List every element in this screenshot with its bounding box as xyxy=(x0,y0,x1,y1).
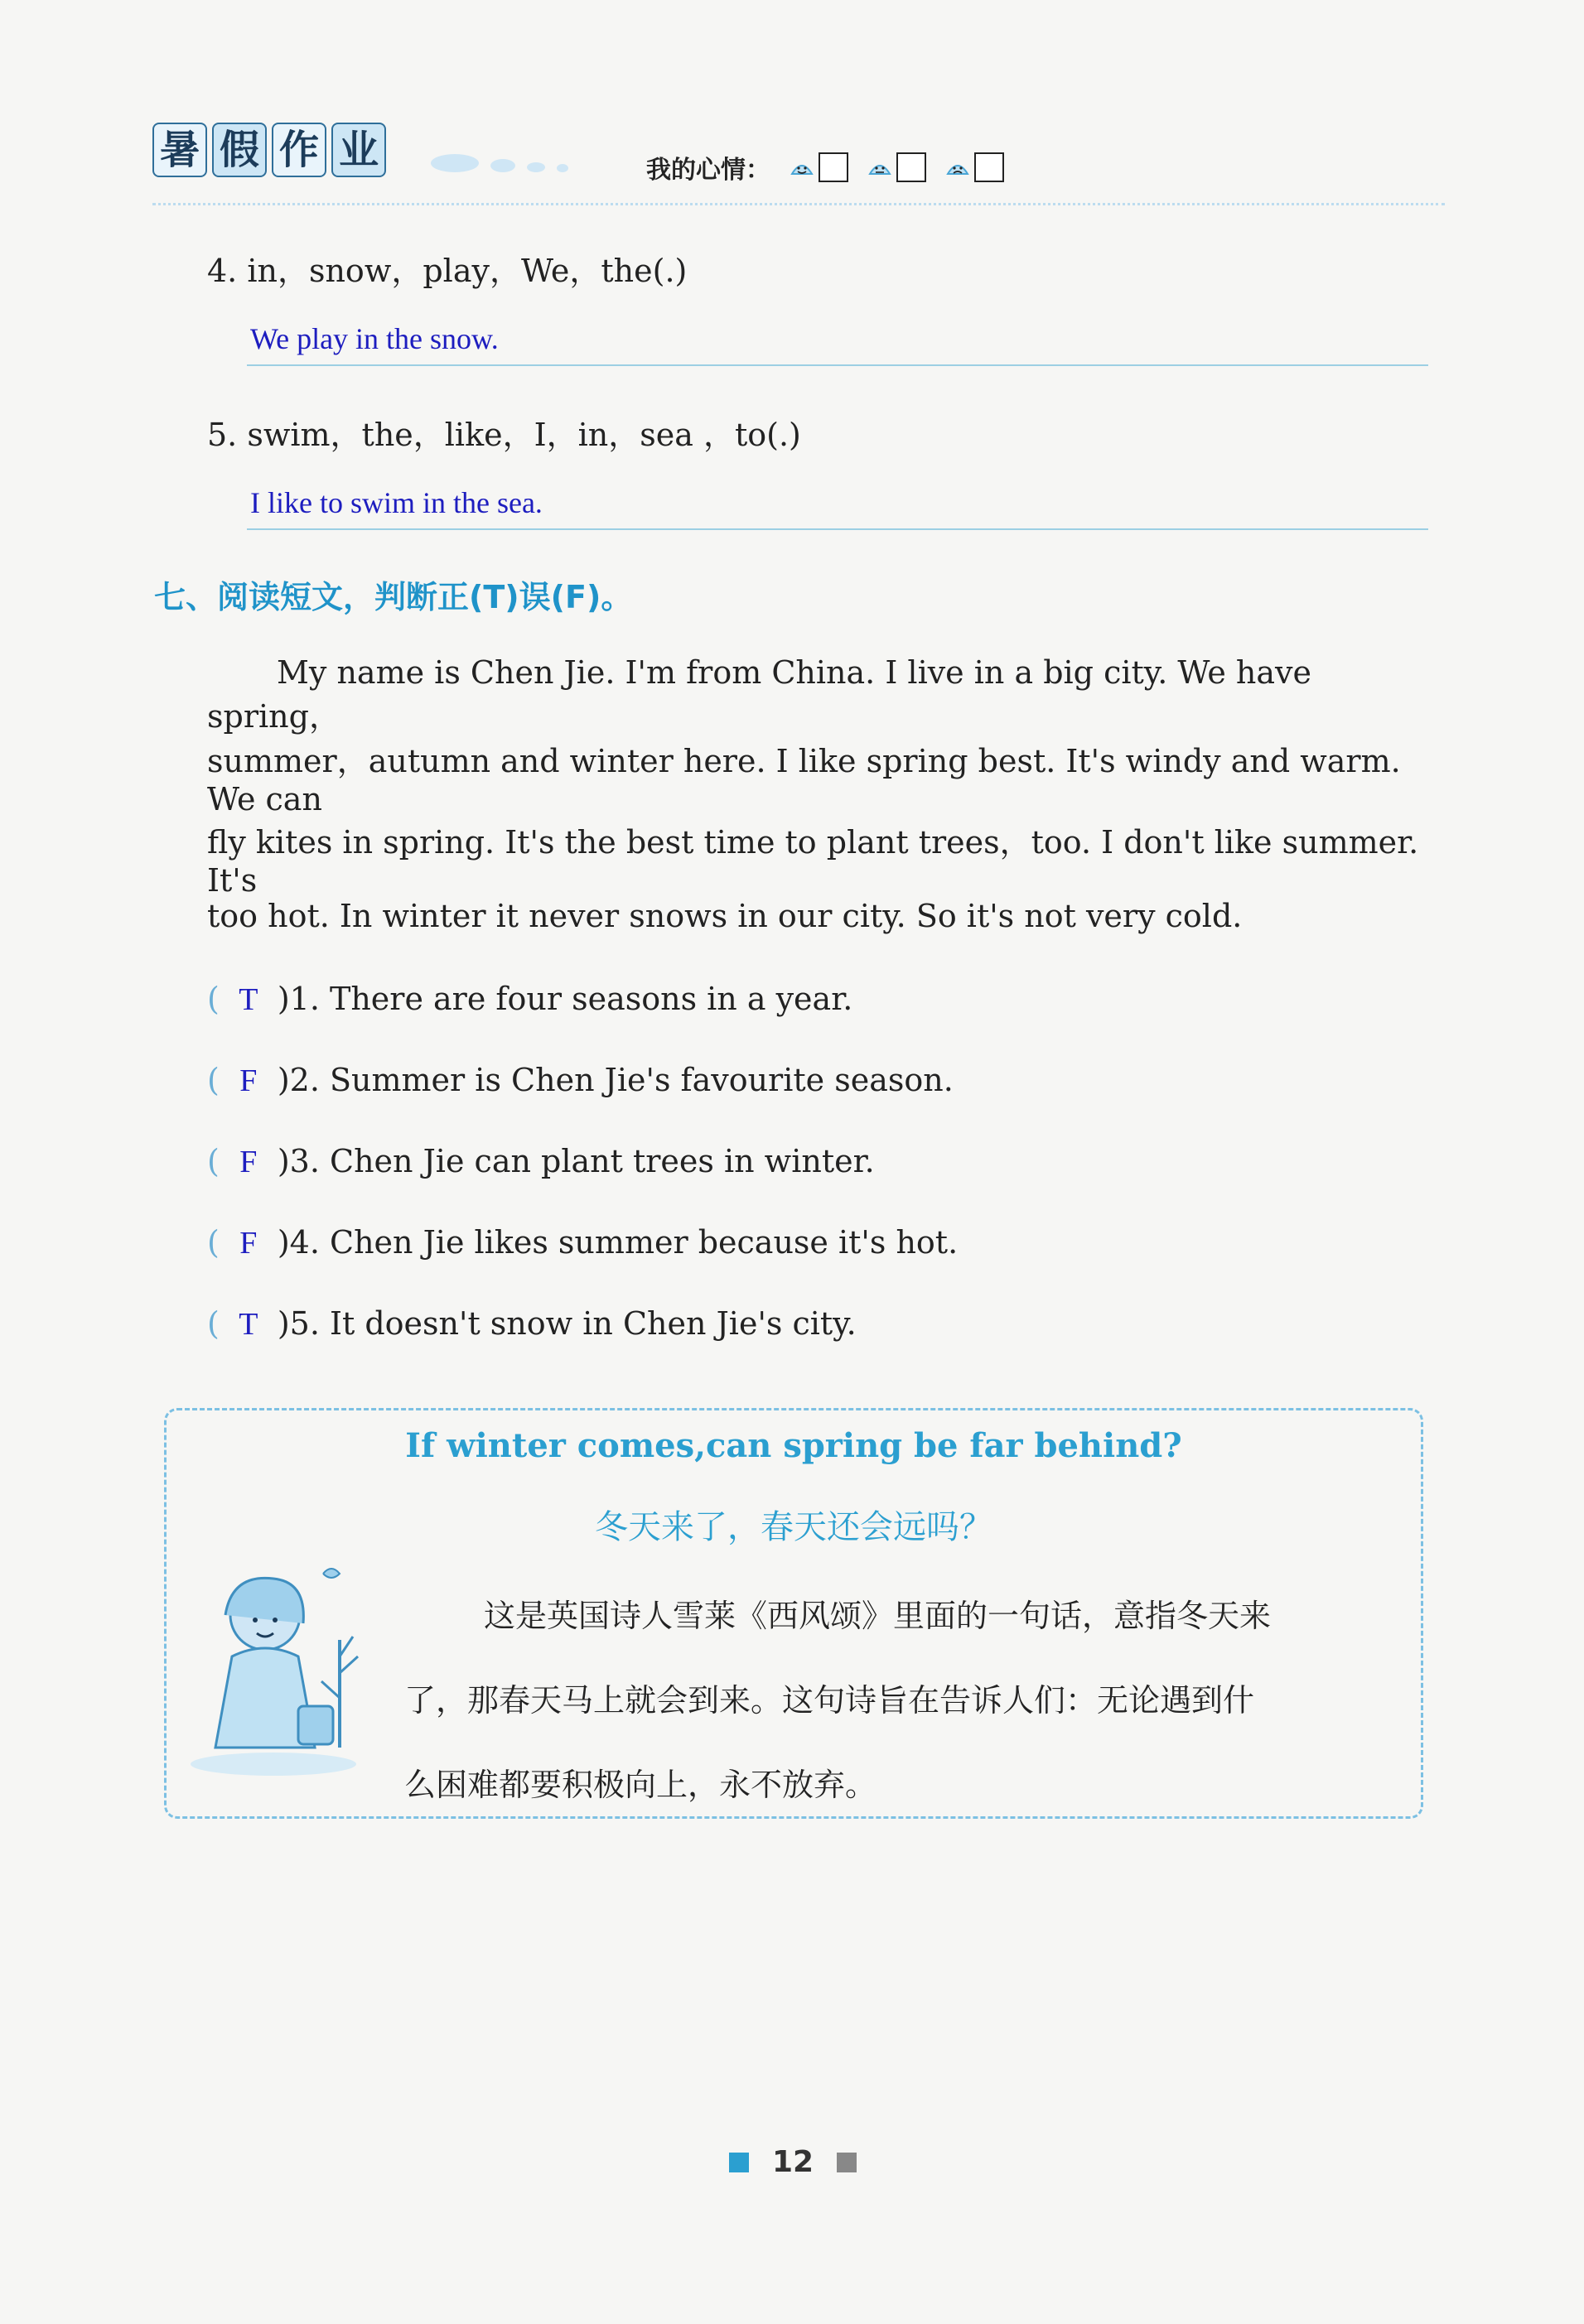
answer-line xyxy=(247,364,1428,366)
mood-label: 我的心情： xyxy=(646,156,770,185)
answer-text: I like to swim in the sea. xyxy=(250,486,543,519)
happy-face-icon xyxy=(789,156,815,179)
sad-face-icon xyxy=(944,156,971,179)
quote-english: If winter comes,can spring be far behind? xyxy=(405,1426,1182,1465)
neutral-face-icon xyxy=(867,156,893,179)
tf-item: ( T )1. There are four seasons in a year. xyxy=(207,981,853,1017)
square-icon xyxy=(837,2153,857,2172)
tf-statement: )3. Chen Jie can plant trees in winter. xyxy=(277,1143,875,1179)
tf-item: ( F )3. Chen Jie can plant trees in winter. xyxy=(207,1143,875,1179)
tf-item: ( F )2. Summer is Chen Jie's favourite season. xyxy=(207,1062,954,1098)
answer-line xyxy=(247,528,1428,530)
tf-answer: T xyxy=(239,982,258,1017)
decorative-bubbles xyxy=(431,154,580,176)
header-divider xyxy=(152,203,1445,205)
quote-explanation-line: 么困难都要积极向上，永不放弃。 xyxy=(404,1767,877,1803)
passage-line: fly kites in spring. It's the best time to plant trees，too. I don't like summer. It's xyxy=(207,824,1419,899)
logo-char: 作 xyxy=(272,123,326,177)
logo-char: 业 xyxy=(331,123,386,177)
page-number xyxy=(729,2145,857,2179)
quote-chinese: 冬天来了，春天还会远吗？ xyxy=(595,1508,992,1546)
question-text: 4. in，snow，play，We，the(.) xyxy=(207,253,688,289)
passage-line: summer，autumn and winter here. I like spring best. It's windy and warm. We can xyxy=(207,743,1401,817)
girl-illustration xyxy=(174,1557,373,1781)
tf-item: ( T )5. It doesn't snow in Chen Jie's city. xyxy=(207,1305,857,1342)
logo-char: 暑 xyxy=(152,123,207,177)
logo-char: 假 xyxy=(212,123,267,177)
mood-checkbox[interactable] xyxy=(896,152,926,182)
square-icon xyxy=(729,2153,749,2172)
tf-statement: )2. Summer is Chen Jie's favourite season. xyxy=(277,1062,954,1098)
tf-statement: )1. There are four seasons in a year. xyxy=(277,981,853,1017)
tf-answer: F xyxy=(239,1063,258,1098)
quote-explanation-line: 这是英国诗人雪莱《西风颂》里面的一句话，意指冬天来 xyxy=(484,1598,1272,1634)
passage-line: too hot. In winter it never snows in our city. So it's not very cold. xyxy=(207,898,1243,934)
tf-statement: )4. Chen Jie likes summer because it's hot. xyxy=(277,1224,959,1261)
question-text: 5. swim，the，like，I，in，sea ，to(.) xyxy=(207,417,801,453)
tf-answer: F xyxy=(239,1145,258,1179)
tf-answer: F xyxy=(239,1226,258,1261)
mood-selector xyxy=(646,149,1004,186)
tf-item: ( F )4. Chen Jie likes summer because it's hot. xyxy=(207,1224,959,1261)
quote-explanation-line: 了，那春天马上就会到来。这句诗旨在告诉人们：无论遇到什 xyxy=(404,1682,1255,1719)
mood-checkbox[interactable] xyxy=(974,152,1004,182)
page-number-text: 12 xyxy=(772,2145,814,2179)
tf-statement: )5. It doesn't snow in Chen Jie's city. xyxy=(277,1305,857,1342)
mood-checkbox[interactable] xyxy=(819,152,848,182)
answer-text: We play in the snow. xyxy=(250,322,499,355)
header-logo xyxy=(152,123,426,197)
tf-answer: T xyxy=(239,1307,258,1342)
passage-line: My name is Chen Jie. I'm from China. I live in a big city. We have spring， xyxy=(207,654,1311,735)
section-title: 七、阅读短文，判断正(T)误(F)。 xyxy=(154,579,633,615)
